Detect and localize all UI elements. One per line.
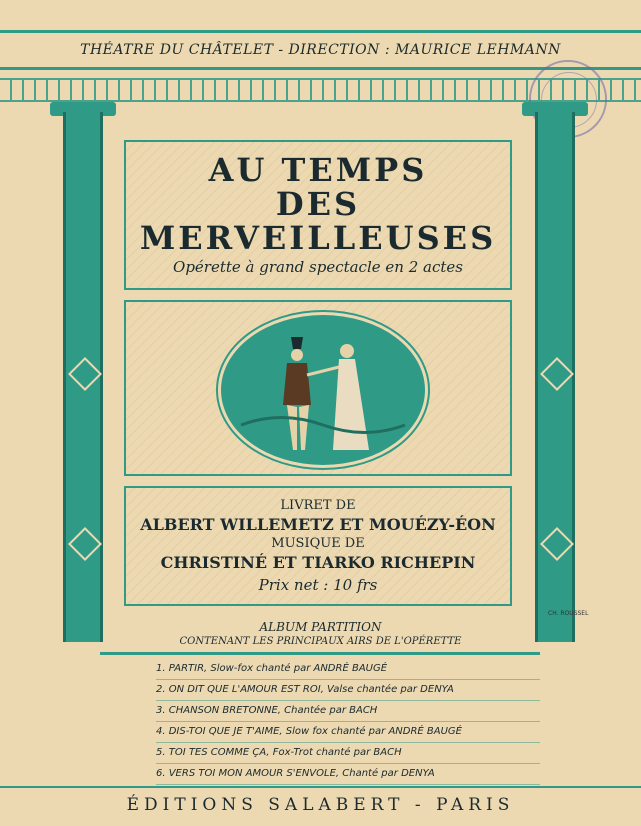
left-column <box>63 112 103 642</box>
right-column <box>535 112 575 642</box>
header-band <box>0 30 641 70</box>
illustration-panel <box>124 300 512 476</box>
column-ornament <box>540 357 574 391</box>
publisher: ÉDITIONS SALABERT - PARIS <box>126 795 515 815</box>
title-line-1: AU TEMPS <box>208 151 428 189</box>
song-item: 2. ON DIT QUE L'AMOUR EST ROI, Valse chantée par DENYA <box>156 680 540 701</box>
song-item: 5. TOI TES COMME ÇA, Fox-Trot chanté par BACH <box>156 743 540 764</box>
price: Prix net : 10 frs <box>258 576 378 594</box>
song-list-band <box>100 652 540 784</box>
musique-label: MUSIQUE DE <box>271 536 365 551</box>
song-item: 1. PARTIR, Slow-fox chanté par ANDRÉ BAUGÉ <box>156 659 540 680</box>
couple-figures-icon <box>221 315 425 465</box>
column-ornament <box>68 357 102 391</box>
album-title: ALBUM PARTITION <box>259 620 382 634</box>
song-item: 4. DIS-TOI QUE JE T'AIME, Slow fox chanté par ANDRÉ BAUGÉ <box>156 722 540 743</box>
song-item: 3. CHANSON BRETONNE, Chantée par BACH <box>156 701 540 722</box>
song-item: 6. VERS TOI MON AMOUR S'ENVOLE, Chanté par DENYA <box>156 764 540 785</box>
couple-illustration <box>218 312 428 468</box>
title-panel <box>124 140 512 290</box>
publisher-band <box>0 786 641 822</box>
album-subtitle: CONTENANT LES PRINCIPAUX AIRS DE L'OPÉRETTE <box>179 636 462 647</box>
title-line-2: DES <box>275 185 361 223</box>
artist-signature: CH. ROUSSEL <box>548 610 589 617</box>
column-ornament <box>68 527 102 561</box>
credits-panel <box>124 486 512 606</box>
column-ornament <box>540 527 574 561</box>
subtitle: Opérette à grand spectacle en 2 actes <box>173 258 463 276</box>
song-list <box>100 655 540 785</box>
livret-label: LIVRET DE <box>280 498 356 513</box>
theatre-header: THÉATRE DU CHÂTELET - DIRECTION : MAURICE LEHMANN <box>80 42 561 58</box>
livret-authors: ALBERT WILLEMETZ ET MOUÉZY-ÉON <box>140 515 496 534</box>
musique-authors: CHRISTINÉ ET TIARKO RICHEPIN <box>160 553 476 572</box>
title-line-3: MERVEILLEUSES <box>139 219 497 257</box>
